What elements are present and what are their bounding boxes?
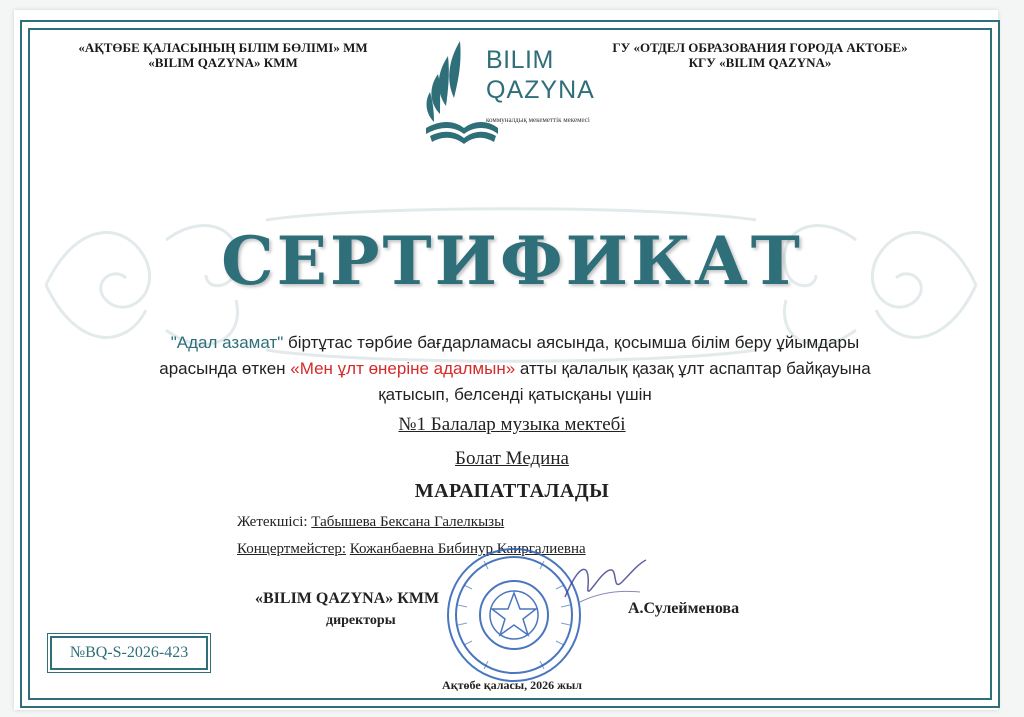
logo-text-qazyna: QAZYNA	[486, 76, 595, 104]
header-left	[58, 40, 388, 70]
header-right-line1: ГУ «ОТДЕЛ ОБРАЗОВАНИЯ ГОРОДА АКТОБЕ»	[612, 40, 908, 55]
contest-name: «Мен ұлт өнеріне адалмын»	[290, 359, 516, 378]
school-line	[0, 414, 1024, 436]
program-name: "Адал азамат"	[170, 333, 284, 352]
header-right	[580, 40, 940, 70]
header-left-line2: «BILIM QAZYNA» КММ	[148, 55, 298, 70]
body-text-1: біртұтас тәрбие бағдарламасы аясында, қосымша білім беру ұйымдары арасында өткен	[159, 333, 860, 378]
signatory-name: А.Сулейменова	[628, 600, 740, 617]
recipient-name: Болат Медина	[455, 448, 569, 469]
footer-place-year: Ақтөбе қаласы, 2026 жыл	[442, 678, 582, 692]
body-text-2: атты қалалық қазақ ұлт аспаптар байқауына қатысып, белсенді қатысқаны үшін	[378, 359, 871, 404]
school-name: №1 Балалар музыка мектебі	[398, 414, 626, 435]
supervisor-name: Табышева Бексана Галелкызы	[311, 514, 505, 530]
certificate-body	[150, 330, 880, 408]
accompanist-label: Концертмейстер:	[237, 541, 347, 557]
supervisor-label: Жетекшісі:	[237, 514, 308, 530]
header-right-line2: КГУ «BILIM QAZYNA»	[688, 55, 832, 70]
recipient-line	[0, 448, 1024, 470]
award-text: МАРАПАТТАЛАДЫ	[414, 480, 610, 502]
signatory-org: «BILIM QAZYNA» КММ	[255, 590, 440, 607]
bilim-qazyna-logo	[420, 36, 620, 156]
supervisor-line	[237, 514, 504, 531]
logo-text-bilim: BILIM	[486, 46, 554, 74]
certificate-title: СЕРТИФИКАТ	[221, 222, 803, 300]
header-left-line1: «АҚТӨБЕ ҚАЛАСЫНЫҢ БІЛІМ БӨЛІМІ» ММ	[78, 40, 368, 55]
logo-tagline: коммуналдық мекеметтік мекемесі	[486, 116, 590, 124]
registration-number: №BQ-S-2026-423	[50, 636, 208, 670]
accompanist-name: Кожанбаевна Бибинур Каиргалиевна	[349, 541, 586, 557]
signatory-role: директоры	[326, 613, 396, 628]
